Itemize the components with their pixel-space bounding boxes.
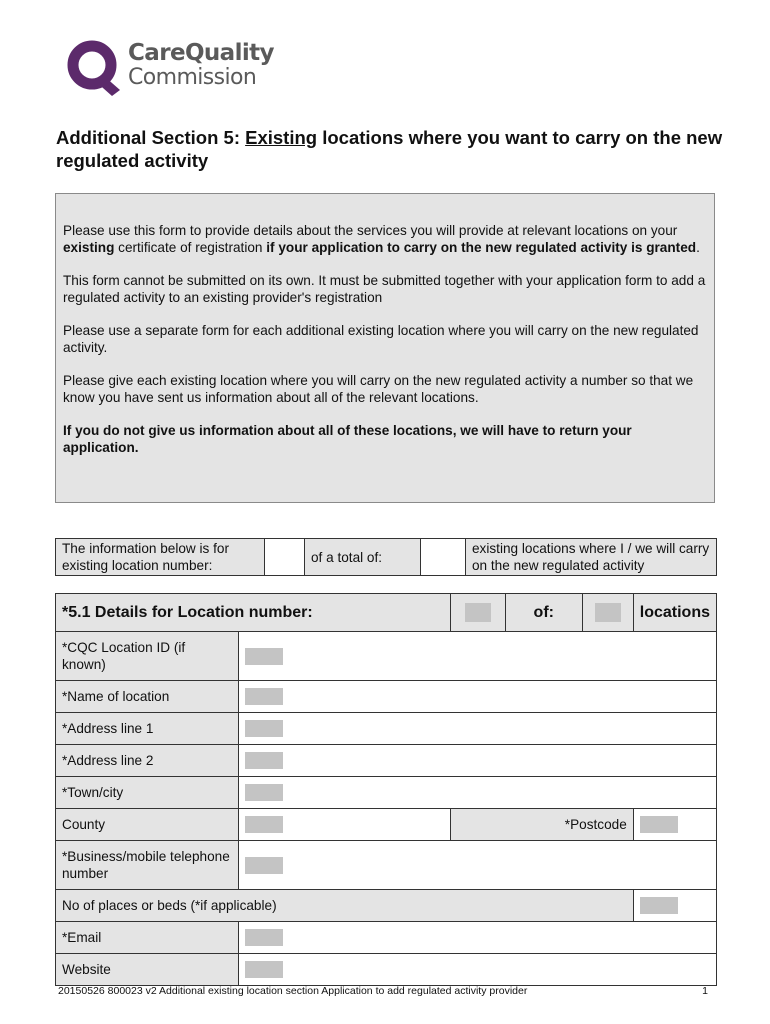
location-number-field[interactable] xyxy=(265,539,305,576)
telephone-label: *Business/mobile telephone number xyxy=(56,841,239,890)
total-locations-cell xyxy=(582,594,633,632)
details-header-row xyxy=(56,594,717,632)
section-title xyxy=(56,126,736,172)
address-line-2-input[interactable] xyxy=(245,752,283,769)
location-details-table xyxy=(55,593,717,986)
town-cell xyxy=(239,777,717,809)
cqc-id-label: *CQC Location ID (if known) xyxy=(56,632,239,681)
cqc-id-input[interactable] xyxy=(245,648,283,665)
page-number: 1 xyxy=(702,985,708,997)
location-counter-table xyxy=(55,538,717,576)
instructions-paragraph-1: Please use this form to provide details about the services you will provide at relevant locations on your existing certificate of registration if your application to carry on the new regulated activity is granted. xyxy=(63,223,700,255)
postcode-cell xyxy=(633,809,716,841)
cqc-logo xyxy=(64,36,284,100)
email-cell xyxy=(239,922,717,954)
town-input[interactable] xyxy=(245,784,283,801)
location-number-input[interactable] xyxy=(465,603,491,622)
details-heading: *5.1 Details for Location number: xyxy=(56,594,451,632)
title-underlined-word: Existing xyxy=(245,127,318,148)
of-label: of: xyxy=(505,594,582,632)
logo-text-commission: Commission xyxy=(128,65,257,90)
address-line-1-label: *Address line 1 xyxy=(56,713,239,745)
address-line-1-cell xyxy=(239,713,717,745)
town-label: *Town/city xyxy=(56,777,239,809)
telephone-cell xyxy=(239,841,717,890)
total-number-field[interactable] xyxy=(421,539,466,576)
telephone-input[interactable] xyxy=(245,857,283,874)
total-label: of a total of: xyxy=(305,539,421,576)
cqc-logo-icon xyxy=(64,36,124,100)
locations-label: locations xyxy=(633,594,716,632)
postcode-label: *Postcode xyxy=(450,809,633,841)
counter-label: The information below is for existing location number: xyxy=(56,539,265,576)
location-number-cell xyxy=(450,594,505,632)
places-cell xyxy=(633,890,716,922)
cqc-id-cell xyxy=(239,632,717,681)
instructions-box xyxy=(55,193,715,503)
instructions-paragraph-4: Please give each existing location where you will carry on the new regulated activity a number so that we know you have sent us information about all of the relevant locations. xyxy=(63,373,694,405)
instructions-warning: If you do not give us information about all of these locations, we will have to return your application. xyxy=(63,423,632,455)
places-input[interactable] xyxy=(640,897,678,914)
website-cell xyxy=(239,954,717,986)
website-input[interactable] xyxy=(245,961,283,978)
address-line-1-input[interactable] xyxy=(245,720,283,737)
page-footer xyxy=(58,985,708,997)
address-line-2-label: *Address line 2 xyxy=(56,745,239,777)
total-locations-input[interactable] xyxy=(595,603,621,622)
email-input[interactable] xyxy=(245,929,283,946)
county-label: County xyxy=(56,809,239,841)
email-label: *Email xyxy=(56,922,239,954)
logo-text-care-quality: CareQuality xyxy=(128,40,274,66)
location-name-input[interactable] xyxy=(245,688,283,705)
postcode-input[interactable] xyxy=(640,816,678,833)
location-name-label: *Name of location xyxy=(56,681,239,713)
footer-text: 20150526 800023 v2 Additional existing location section Application to add regulated activity provider xyxy=(58,985,528,997)
county-cell xyxy=(239,809,451,841)
title-prefix: Additional Section 5: xyxy=(56,127,246,148)
counter-description: existing locations where I / we will carry on the new regulated activity xyxy=(466,539,717,576)
location-name-cell xyxy=(239,681,717,713)
title-suffix: locations where you want to carry on the new regulated activity xyxy=(56,127,723,171)
instructions-paragraph-3: Please use a separate form for each additional existing location where you will carry on the new regulated activity. xyxy=(63,323,699,355)
instructions-paragraph-2: This form cannot be submitted on its own. It must be submitted together with your application form to add a regulated activity to an existing provider's registration xyxy=(63,273,706,305)
county-input[interactable] xyxy=(245,816,283,833)
places-label: No of places or beds (*if applicable) xyxy=(56,890,634,922)
website-label: Website xyxy=(56,954,239,986)
address-line-2-cell xyxy=(239,745,717,777)
